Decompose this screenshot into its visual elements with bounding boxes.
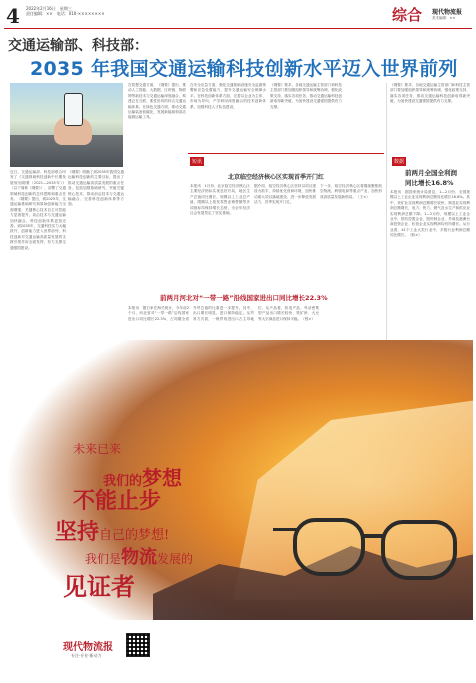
ad-line-2b: 梦想 xyxy=(142,466,183,490)
hebei-title: 前两月河北对“一带一路”沿线国家进出口同比增长22.3% xyxy=(160,294,328,302)
lead-col-3: 在智慧交通方面，《纲要》提出，推动人工智能、大数据、区块链、物联网等新技术与交通运输深度融合，构建泛在互联、柔性协同的综合交通运输体系。在绿色交通方面，推动交通运输装备低碳化，发展新能源和清洁能源运输工具。 xyxy=(128,83,186,120)
advertisement xyxy=(3,340,473,680)
lead-col-2: 《纲要》明确了到2035年我国交通运输科技创新的主要目标，提出了推动交通运输高质量发展的重点任务，包括加强基础研究、突破关键核心技术、推动前沿技术与交通运输融合、完善科技创新体系等方面。 xyxy=(68,170,124,207)
ad-logo: 现代物流报 xyxy=(63,642,113,653)
header-rule xyxy=(4,28,472,29)
date-line: 2022年2月16日 星期三 xyxy=(26,6,72,11)
contact-line: 责任编辑：×× 电话：010-×××××××× xyxy=(26,11,105,16)
ad-line-5b: 物流 xyxy=(121,547,158,568)
ad-slogan: 专注·专业·新动力 xyxy=(71,653,102,658)
ad-glasses-arm xyxy=(273,528,297,531)
ad-glasses-left-lens xyxy=(293,518,365,576)
ad-line-5c: 发展的 xyxy=(157,552,194,566)
lead-photo xyxy=(10,83,123,167)
ad-line-6: 见证者 xyxy=(63,572,135,601)
brief-title: 北京临空经济核心区实现首季开门红 xyxy=(228,174,325,181)
sidebar-tag: 数据 xyxy=(394,159,405,165)
brief-col-2: 据介绍，临空经济核心区坚持以项目建设为抓手，持续优化营商环境，加快推动重大项目落地建设，进一步释放发展活力，首季实现开门红。 xyxy=(254,184,316,205)
sidebar-title-1: 前两月全国全利润 xyxy=(405,169,457,177)
ad-glasses-right-lens xyxy=(381,520,457,580)
brief-rule xyxy=(188,153,384,154)
lead-col-5: 《纲要》要求，各地交通运输主管部门和科技主管部门要加强组织领导和统筹协调，强化政策支持，落实各项任务，推动交通运输科技创新取得新突破，为加快建设交通强国提供有力支撑。 xyxy=(270,83,342,109)
sidebar-body: 本报讯 据国家统计局消息，1—2月份，全国规模以上工业企业实现利润总额同比增长16.8%。其中，采矿业实现利润总额增长较快，制造业实现利润总额增长，电力、热力、燃气及水生产和供应业实现利润总额下降。1—2月份，规模以上工业企业中，国有控股企业、股份制企业、外商及港澳台商投资企业、私营企业实现利润均有所增长。从行业看，41个工业大类行业中，多数行业利润总额同比增长。（薛×） xyxy=(390,190,470,238)
sidebar-top-text: 《纲要》要求，各地交通运输主管部门和科技主管部门要加强组织领导和统筹协调，强化政策支持，落实各项任务，推动交通运输科技创新取得新突破，为加快建设交通强国提供有力支撑。 xyxy=(390,83,470,104)
editor-line: 美术编辑：×× xyxy=(432,16,456,20)
hebei-body: 本报讯 据石家庄海关统计，今年前2个月，河北省对“一带一路”沿线国家进出口同比增长22.3%，占同期全省外贸总值的比重进一步提升。其中，出口增长明显，进口保持稳定。从贸易方式看，一般贸易进出口占主导地位；从产品看，机电产品、劳动密集型产品出口增长较快，铁矿砂、大豆等大宗商品进口保持平稳。（程×） xyxy=(128,306,319,321)
sidebar-title-2: 同比增长16.8% xyxy=(405,179,454,187)
brief-col-1: 本报讯 1月份，北京临空经济核心区主要经济指标实现良好开局，地区生产总值同比增长，规模以上工业总产值、限额以上批发零售业销售额等多项指标均保持增长态势，为全年经济社会发展奠定了坚实基础。 xyxy=(190,184,250,216)
qr-code-icon xyxy=(126,633,150,657)
header-meta xyxy=(26,6,146,16)
ad-line-4b: 自己的梦想! xyxy=(99,528,170,543)
ad-line-2a: 我们的 xyxy=(103,474,143,489)
masthead-brand: 现代物流报 xyxy=(432,9,463,16)
lead-col-1: 近日，交通运输部、科技部联合印发了《交通领域科技创新中长期发展规划纲要（2021—2035年）》（以下简称《纲要》），部署了交通领域科技创新的总体思路和重点任务。《纲要》提出，到2025年，交通运输基础研究和原始创新能力全面增强，关键核心技术自主可控能力显著提升，前沿技术与交通运输加快融合，科技创新体系更加完善。到2035年，交通科技实力大幅跃升，创新能力进入世界前列，科技创新对交通运输高质量发展的支撑引领作用全面发挥，有力支撑交通强国建设。 xyxy=(10,170,66,250)
section-title: 综合 xyxy=(392,6,423,24)
brief-col-3: 下一步，临空经济核心区将继续聚焦航空物流、跨境电商等重点产业，加快形成高质量发展新格局。（王×） xyxy=(320,184,382,199)
lead-col-4: 在安全应急方面，强化交通基础设施安全监测预警和应急处置能力，提升交通运输安全保障水平。在科技创新体系方面，完善以企业为主体、市场为导向、产学研用深度融合的技术创新体系，加强科技人才队伍建设。 xyxy=(190,83,266,109)
ad-line-1: 未来已来 xyxy=(73,442,122,456)
brief-tag: 短讯 xyxy=(192,159,203,165)
ad-line-3: 不能止步 xyxy=(73,488,162,514)
photo-phone xyxy=(64,93,83,126)
ad-line-5 xyxy=(85,543,193,569)
sidebar-divider xyxy=(386,83,387,341)
ad-line-4 xyxy=(55,515,169,546)
ad-line-4a: 坚持 xyxy=(55,519,100,545)
lead-kicker: 交通运输部、科技部： xyxy=(8,38,148,54)
lead-headline: 2035 年我国交通运输科技创新水平迈入世界前列 xyxy=(30,58,458,80)
ad-line-5a: 我们是 xyxy=(85,552,122,566)
page-number: 4 xyxy=(6,4,20,28)
